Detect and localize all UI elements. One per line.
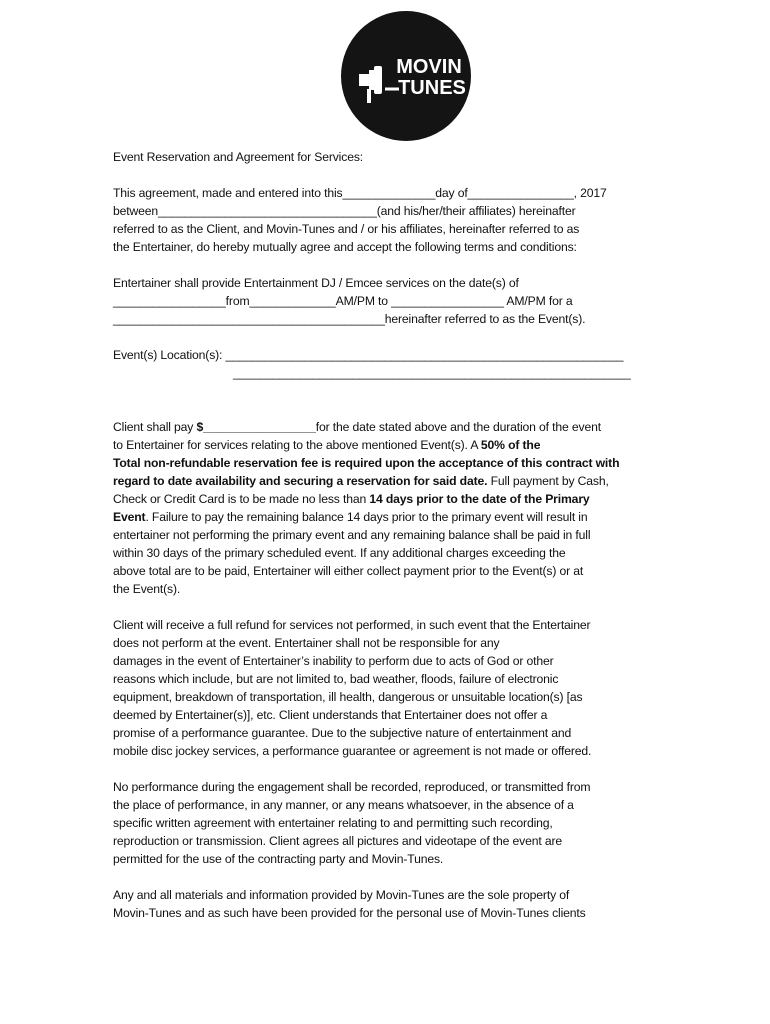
refund-paragraph	[113, 616, 673, 760]
payment-line	[113, 490, 673, 508]
refund-line: deemed by Entertainer(s)], etc. Client understands that Entertainer does not offer a	[113, 708, 548, 722]
payment-line: entertainer not performing the primary event and any remaining balance shall be paid in full	[113, 528, 591, 542]
payment-paragraph	[113, 418, 673, 598]
payment-text: Check or Credit Card is to be made no less than	[113, 492, 370, 506]
intro-line: This agreement, made and entered into this______________day of________________, 2017	[113, 186, 607, 200]
payment-line	[113, 472, 673, 490]
services-line: Entertainer shall provide Entertainment DJ / Emcee services on the date(s) of	[113, 276, 519, 290]
logo-text-movin: MOVIN	[396, 56, 462, 78]
payment-bold-text: 50% of the	[480, 438, 541, 452]
intro-line: referred to as the Client, and Movin-Tunes and / or his affiliates, hereinafter referred to as	[113, 222, 580, 236]
payment-text: to Entertainer for services relating to the above mentioned Event(s). A	[113, 438, 481, 452]
payment-line	[113, 418, 673, 436]
services-line: _________________________________________hereinafter referred to as the Event(s).	[113, 312, 586, 326]
title-text: Event Reservation and Agreement for Services:	[113, 150, 363, 164]
location-blank-2: ____________________________________________________________	[233, 366, 631, 380]
location-label: Event(s) Location(s):	[113, 348, 226, 362]
payment-amount-blank: $_________________	[196, 420, 316, 434]
movin-tunes-logo	[341, 11, 471, 141]
refund-line: mobile disc jockey services, a performance guarantee or agreement is not made or offered.	[113, 744, 592, 758]
intro-line: between_________________________________(and his/her/their affiliates) hereinafter	[113, 204, 576, 218]
location-line-1	[113, 346, 673, 364]
recording-line: the place of performance, in any manner, or any means whatsoever, in the absence of a	[113, 798, 574, 812]
refund-line: equipment, breakdown of transportation, ill health, dangerous or unsuitable location(s) [as	[113, 690, 583, 704]
agreement-document	[113, 148, 673, 940]
refund-line: Client will receive a full refund for services not performed, in such event that the Entertainer	[113, 618, 591, 632]
recording-line: permitted for the use of the contracting party and Movin-Tunes.	[113, 852, 444, 866]
logo-text-tunes: TUNES	[398, 77, 466, 99]
payment-bold-text: Event	[113, 510, 146, 524]
payment-line: within 30 days of the primary scheduled event. If any additional charges exceeding the	[113, 546, 566, 560]
materials-line: Any and all materials and information provided by Movin-Tunes are the sole property of	[113, 888, 570, 902]
services-paragraph	[113, 274, 673, 328]
intro-line: the Entertainer, do hereby mutually agree and accept the following terms and conditions:	[113, 240, 577, 254]
document-title	[113, 148, 673, 166]
payment-text: Full payment by Cash,	[487, 474, 609, 488]
payment-line: above total are to be paid, Entertainer will either collect payment prior to the Event(s) or at	[113, 564, 584, 578]
payment-line	[113, 436, 673, 454]
payment-line: Total non-refundable reservation fee is required upon the acceptance of this contract with	[113, 456, 620, 470]
recording-paragraph	[113, 778, 673, 868]
recording-line: specific written agreement with entertainer relating to and permitting such recording,	[113, 816, 553, 830]
payment-text: . Failure to pay the remaining balance 14 days prior to the primary event will result in	[145, 510, 588, 524]
intro-paragraph	[113, 184, 673, 256]
payment-bold-text: regard to date availability and securing a reservation for said date.	[113, 474, 488, 488]
refund-line: promise of a performance guarantee. Due to the subjective nature of entertainment and	[113, 726, 572, 740]
refund-line: reasons which include, but are not limited to, bad weather, floods, failure of electronic	[113, 672, 559, 686]
refund-line: does not perform at the event. Entertainer shall not be responsible for any	[113, 636, 500, 650]
services-line: _________________from_____________AM/PM to _________________ AM/PM for a	[113, 294, 573, 308]
recording-line: No performance during the engagement shall be recorded, reproduced, or transmitted from	[113, 780, 591, 794]
location-blank-1: ____________________________________________________________	[225, 348, 624, 362]
materials-line: Movin-Tunes and as such have been provided for the personal use of Movin-Tunes clients	[113, 906, 586, 920]
materials-paragraph	[113, 886, 673, 922]
refund-line: damages in the event of Entertainer’s inability to perform due to acts of God or other	[113, 654, 554, 668]
payment-text: Client shall pay	[113, 420, 197, 434]
recording-line: reproduction or transmission. Client agrees all pictures and videotape of the event are	[113, 834, 562, 848]
payment-line: the Event(s).	[113, 582, 181, 596]
location-paragraph	[113, 346, 673, 382]
payment-line	[113, 508, 673, 526]
payment-bold-text: 14 days prior to the date of the Primary	[369, 492, 590, 506]
payment-text: for the date stated above and the duration of the event	[315, 420, 601, 434]
